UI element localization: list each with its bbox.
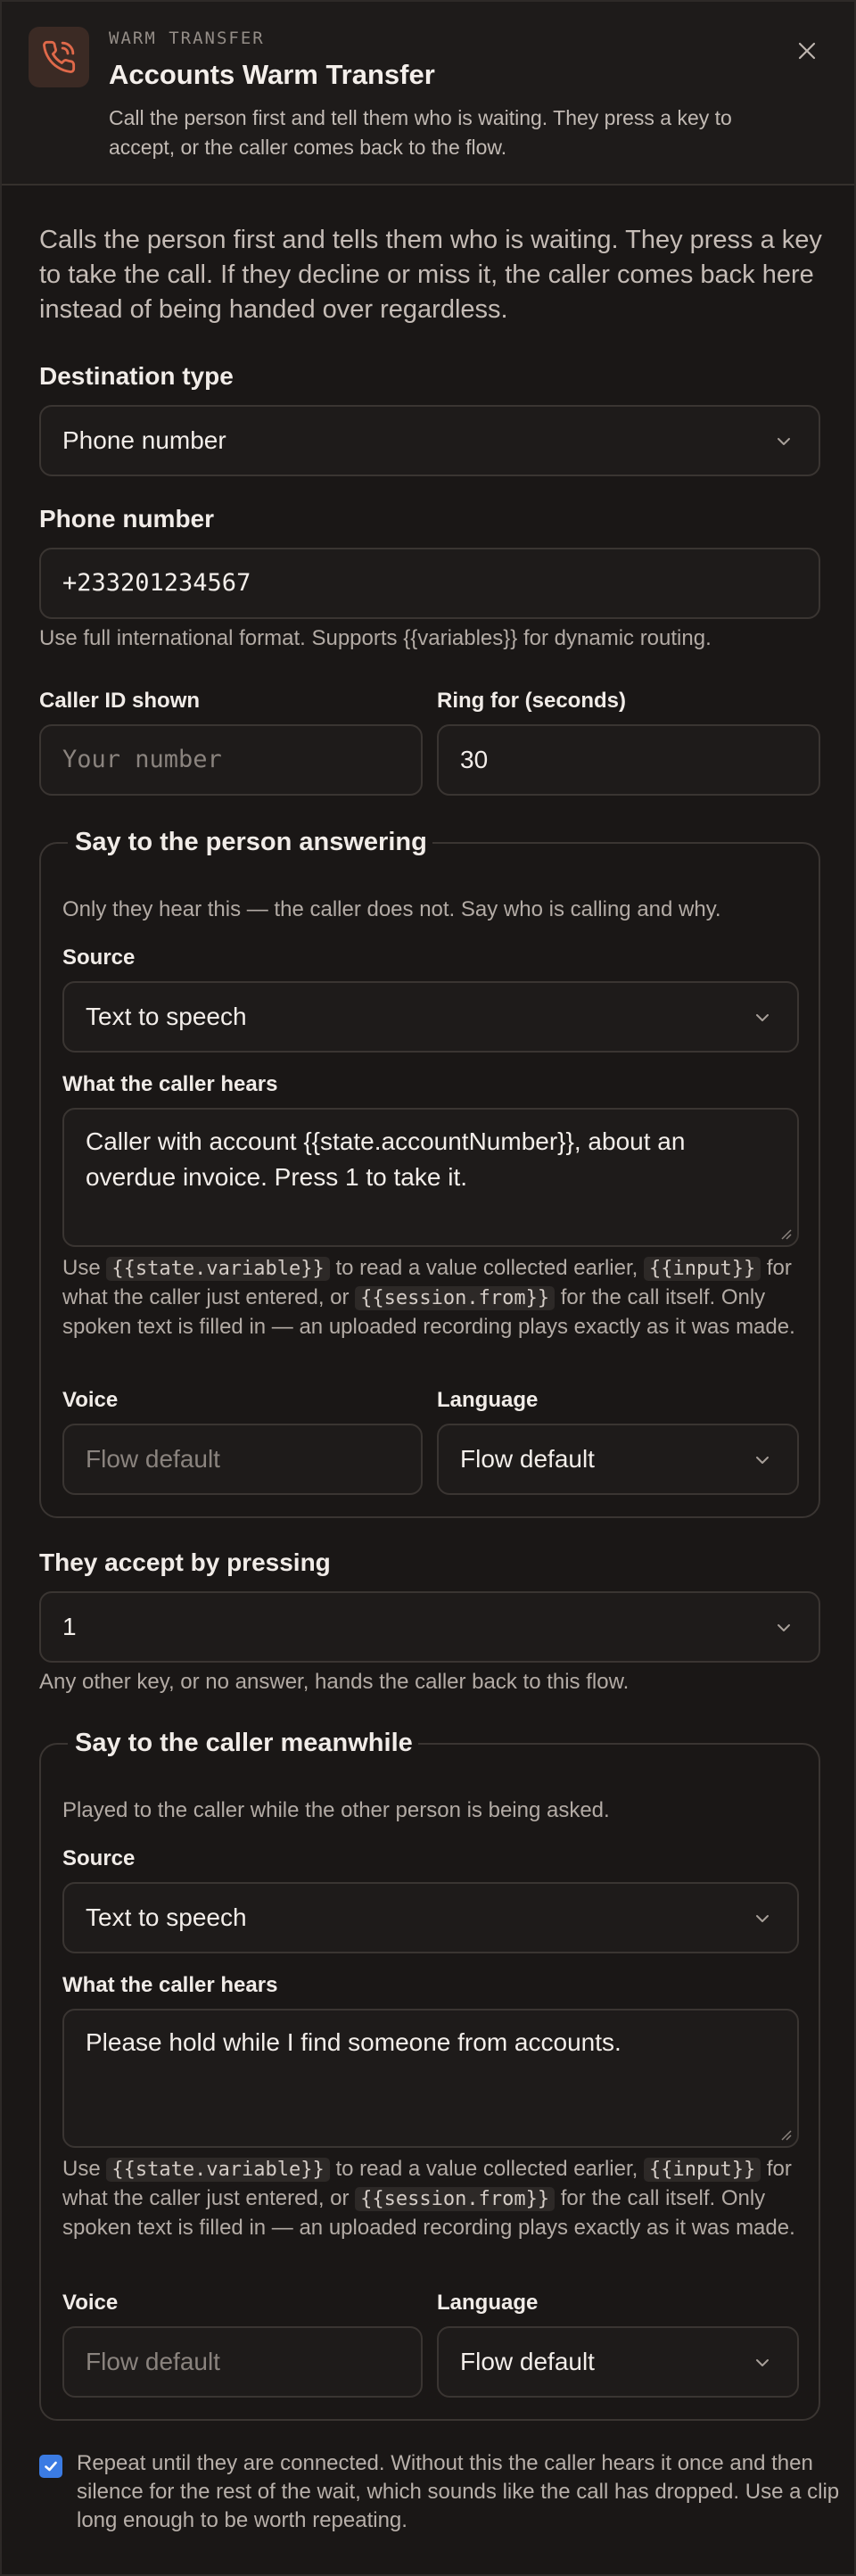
variable-token: {{state.variable}} (106, 1257, 329, 1281)
answerer-prompt-hint: Only they hear this — the caller does not. Say who is calling and why. (62, 897, 721, 921)
phone-number-input[interactable] (39, 548, 820, 619)
accept-key-select[interactable] (39, 1591, 820, 1663)
phone-number-help: Use full international format. Supports {{variables}} for dynamic routing. (39, 626, 712, 650)
variable-token: {{state.variable}} (106, 2158, 329, 2182)
answerer-text-area[interactable] (62, 1108, 799, 1247)
answerer-voice-label: Voice (62, 1388, 119, 1412)
caller-language-select[interactable] (437, 2326, 799, 2398)
ring-duration-input[interactable] (437, 724, 820, 796)
answerer-language-label: Language (437, 1388, 539, 1412)
answerer-text-label: What the caller hears (62, 1072, 278, 1096)
close-button[interactable] (792, 36, 822, 66)
variable-token: {{input}} (644, 2158, 761, 2182)
answerer-source-value: Text to speech (86, 1003, 247, 1030)
destination-type-select[interactable] (39, 405, 820, 476)
caller-voice-placeholder: Flow default (86, 2348, 220, 2375)
ring-duration-value: 30 (460, 746, 489, 773)
repeat-checkbox[interactable] (39, 2455, 62, 2478)
repeat-label: Repeat until they are connected. Without this the caller hears it once and then silence for the rest of the wait, which sounds like the call has dropped. Use a clip long enough to be worth repeating. (77, 2451, 840, 2532)
caller-prompt-hint: Played to the caller while the other person is being asked. (62, 1798, 610, 1822)
variable-token: {{session.from}} (355, 1286, 555, 1310)
answerer-source-select[interactable] (62, 981, 799, 1053)
ring-duration-label: Ring for (seconds) (437, 689, 627, 713)
accept-key-help: Any other key, or no answer, hands the caller back to this flow. (39, 1670, 630, 1694)
caller-id-placeholder: Your number (62, 746, 222, 773)
chevron-down-icon (753, 1909, 772, 1928)
caller-text-value: Please hold while I find someone from accounts. (86, 2028, 621, 2056)
close-icon (797, 41, 817, 61)
chevron-down-icon (774, 432, 794, 451)
caller-variables-help: Use {{state.variable}} to read a value collected earlier, {{input}} for what the caller just entered, or {{session.from}} for the call itself. Only spoken text is filled in — an uploaded recording plays exactly as it was made. (62, 2157, 795, 2240)
caller-prompt-group (39, 1729, 820, 2421)
chevron-down-icon (774, 1618, 794, 1638)
answerer-language-select[interactable] (437, 1424, 799, 1495)
node-title: Accounts Warm Transfer (109, 59, 435, 90)
accept-key-value: 1 (62, 1613, 77, 1640)
caller-id-label: Caller ID shown (39, 689, 201, 713)
caller-prompt-legend: Say to the caller meanwhile (68, 1725, 418, 1761)
intro-text: Calls the person first and tells them who is waiting. They press a key to take the call. If they decline or miss it, the caller comes back here instead of being handed over regardless. (39, 226, 822, 324)
answerer-voice-placeholder: Flow default (86, 1445, 220, 1473)
chevron-down-icon (753, 2353, 772, 2373)
answerer-variables-help: Use {{state.variable}} to read a value collected earlier, {{input}} for what the caller just entered, or {{session.from}} for the call itself. Only spoken text is filled in — an uploaded recording plays exactly as it was made. (62, 1256, 795, 1339)
phone-number-value: +233201234567 (62, 569, 251, 597)
node-description: Call the person first and tell them who is waiting. They press a key to accept, or the caller comes back to the flow. (109, 106, 732, 159)
caller-text-label: What the caller hears (62, 1973, 278, 1997)
phone-transfer-icon (29, 27, 89, 87)
destination-type-label: Destination type (39, 362, 234, 390)
resize-grip-icon[interactable] (779, 2128, 792, 2141)
variable-token: {{input}} (644, 1257, 761, 1281)
answerer-voice-input[interactable] (62, 1424, 423, 1495)
node-type-label: WARM TRANSFER (109, 29, 265, 48)
panel-header (2, 2, 854, 186)
answerer-prompt-legend: Say to the person answering (68, 824, 432, 860)
resize-grip-icon[interactable] (779, 1227, 792, 1240)
answerer-source-label: Source (62, 945, 136, 970)
caller-source-select[interactable] (62, 1882, 799, 1953)
caller-voice-input[interactable] (62, 2326, 423, 2398)
answerer-text-value: Caller with account {{state.accountNumber}}, about an overdue invoice. Press 1 to take it. (86, 1127, 686, 1191)
caller-source-value: Text to speech (86, 1903, 247, 1931)
caller-id-input[interactable] (39, 724, 423, 796)
caller-voice-label: Voice (62, 2291, 119, 2315)
answerer-prompt-group (39, 828, 820, 1518)
checkmark-icon (43, 2458, 59, 2474)
chevron-down-icon (753, 1450, 772, 1470)
caller-language-label: Language (437, 2291, 539, 2315)
destination-type-value: Phone number (62, 426, 226, 454)
caller-language-value: Flow default (460, 2348, 595, 2375)
accept-key-label: They accept by pressing (39, 1548, 331, 1576)
answerer-language-value: Flow default (460, 1445, 595, 1473)
caller-text-area[interactable] (62, 2009, 799, 2148)
chevron-down-icon (753, 1008, 772, 1028)
caller-source-label: Source (62, 1846, 136, 1870)
variable-token: {{session.from}} (355, 2187, 555, 2211)
phone-number-label: Phone number (39, 505, 215, 533)
